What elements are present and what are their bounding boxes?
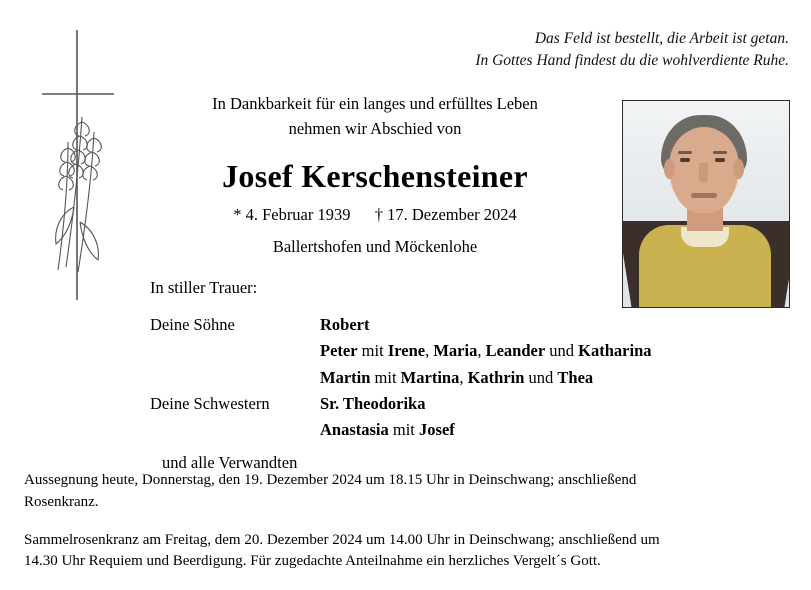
photo-eye-left [680, 158, 690, 162]
mourners-heading: In stiller Trauer: [150, 278, 258, 297]
portrait-photo [622, 100, 790, 308]
residence-places: Ballertshofen und Möckenlohe [272, 236, 478, 256]
service-paragraph-1: Aussegnung heute, Donnerstag, den 19. Dezember 2024 um 18.15 Uhr in Deinschwang; anschließend Rosenkranz. [24, 472, 637, 510]
mourner-relation [150, 419, 320, 445]
mourner-relation [150, 367, 320, 393]
photo-mouth [691, 193, 717, 198]
photo-brow-left [678, 151, 692, 154]
life-dates [150, 205, 600, 225]
table-row [150, 367, 652, 393]
service-paragraph-2: Sammelrosenkranz am Freitag, dem 20. Dezember 2024 um 14.00 Uhr in Deinschwang; anschließend um 14.30 Uhr Requiem und Beerdigung. Für zugedachte Anteilnahme ein herzliches Vergelt´s Gott. [24, 531, 660, 570]
photo-eye-right [715, 158, 725, 162]
table-row [150, 314, 652, 340]
mourners-table [150, 314, 652, 445]
epitaph-line-1: Das Feld ist bestellt, die Arbeit ist getan. [534, 30, 789, 47]
epitaph [329, 28, 789, 73]
table-row [150, 340, 652, 366]
death-date: † 17. Dezember 2024 [374, 204, 517, 224]
mourner-names: Martin mit Martina, Kathrin und Thea [320, 367, 594, 387]
cross-and-wheat-emblem [22, 22, 152, 322]
birth-date: * 4. Februar 1939 [233, 204, 351, 224]
intro-text [150, 92, 600, 142]
epitaph-line-2: In Gottes Hand findest du die wohlverdiente Ruhe. [475, 52, 789, 70]
main-announcement [150, 92, 600, 257]
cross-icon [22, 22, 152, 322]
mourner-names: Peter mit Irene, Maria, Leander und Katharina [320, 341, 652, 361]
mourner-names: Robert [320, 315, 370, 334]
intro-line-1: In Dankbarkeit für ein langes und erfülltes Leben [212, 94, 538, 113]
mourners-footer: und alle Verwandten [162, 453, 298, 473]
mourner-relation: Deine Schwestern [150, 393, 270, 413]
mourners-section [150, 278, 730, 473]
photo-nose [699, 163, 708, 183]
intro-line-2: nehmen wir Abschied von [288, 118, 462, 138]
mourner-relation [150, 340, 320, 366]
service-information [24, 470, 684, 589]
mourner-relation: Deine Söhne [150, 315, 235, 334]
photo-ear-right [733, 159, 744, 179]
mourner-names: Sr. Theodorika [320, 393, 426, 413]
deceased-name: Josef Kerschensteiner [222, 157, 528, 194]
mourner-names: Anastasia mit Josef [320, 420, 455, 440]
table-row [150, 419, 652, 445]
photo-ear-left [664, 159, 675, 179]
photo-brow-right [713, 151, 727, 154]
wheat-ears-icon [56, 117, 102, 272]
table-row [150, 393, 652, 419]
